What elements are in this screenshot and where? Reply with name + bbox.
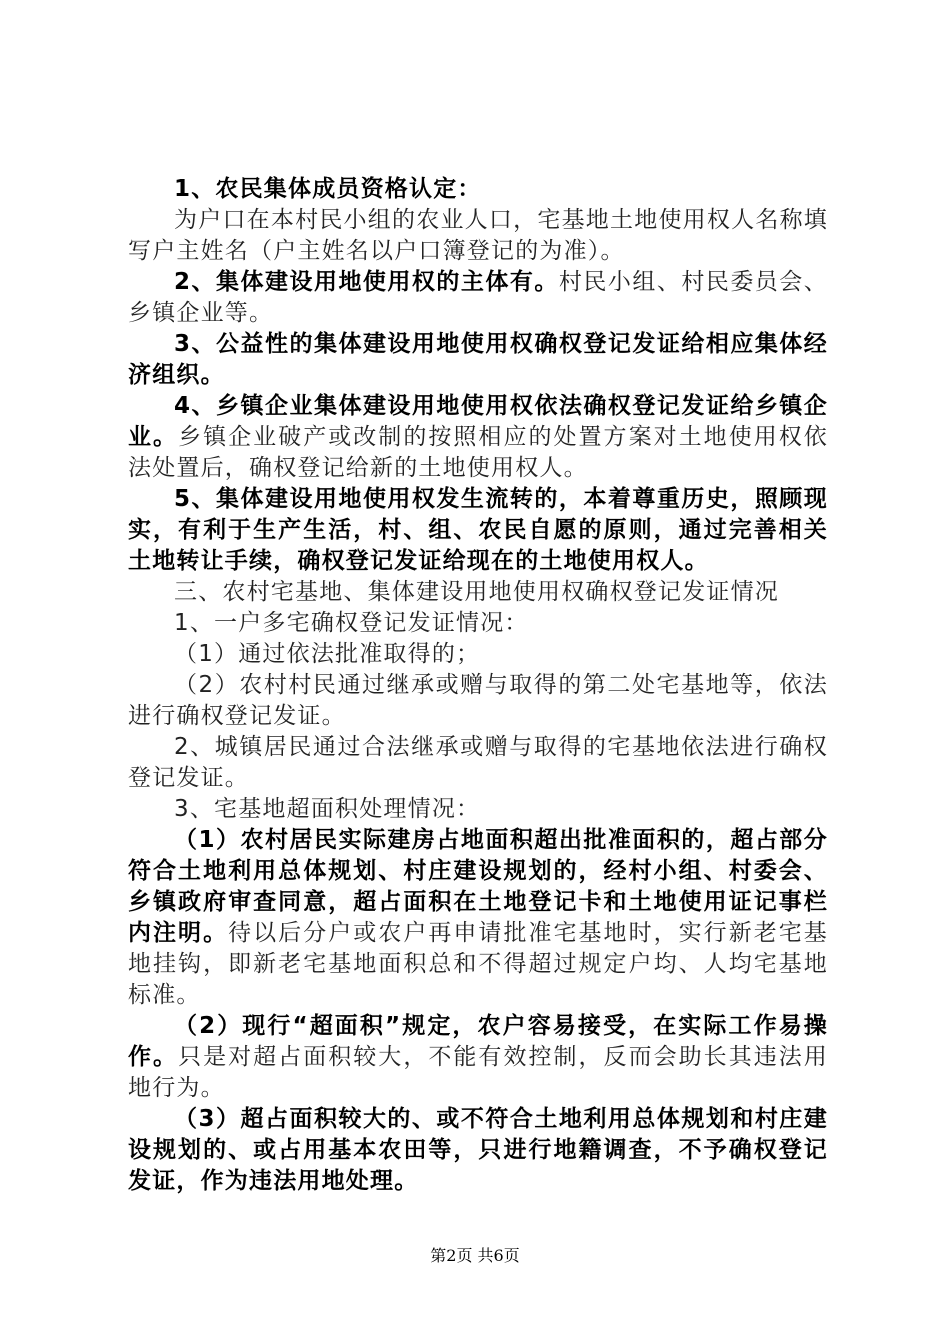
paragraph-8-text: 1、一户多宅确权登记发证情况： xyxy=(174,610,529,636)
paragraph-11 xyxy=(128,732,828,794)
paragraph-5-bold: 4、乡镇企业集体建设用地使用权依法确权登记发证给乡镇企业。 xyxy=(128,393,828,450)
section-heading-3 xyxy=(128,577,828,608)
paragraph-10 xyxy=(128,670,828,732)
paragraph-5-rest: 乡镇企业破产或改制的按照相应的处置方案对土地使用权依法处置后，确权登记给新的土地使用权人。 xyxy=(128,424,828,481)
paragraph-14 xyxy=(128,1011,828,1104)
paragraph-6 xyxy=(128,484,828,577)
paragraph-8 xyxy=(128,608,828,639)
paragraph-14-rest: 只是对超占面积较大，不能有效控制，反而会助长其违法用地行为。 xyxy=(128,1044,828,1101)
paragraph-13 xyxy=(128,825,828,1011)
paragraph-9 xyxy=(128,639,828,670)
paragraph-2-text: 为户口在本村民小组的农业人口，宅基地土地使用权人名称填写户主姓名（户主姓名以户口簿登记的为准）。 xyxy=(128,207,828,264)
paragraph-13-rest: 待以后分户或农户再申请批准宅基地时，实行新老宅基地挂钩，即新老宅基地面积总和不得超过规定户均、人均宅基地标准。 xyxy=(128,920,828,1008)
paragraph-14-bold: （2）现行“超面积”规定，农户容易接受，在实际工作易操作。 xyxy=(128,1013,828,1070)
paragraph-3-rest: 村民小组、村民委员会、乡镇企业等。 xyxy=(128,269,828,326)
paragraph-15 xyxy=(128,1104,828,1197)
paragraph-5 xyxy=(128,391,828,484)
paragraph-13-bold: （1）农村居民实际建房占地面积超出批准面积的，超占部分符合土地利用总体规划、村庄建设规划的，经村小组、村委会、乡镇政府审查同意，超占面积在土地登记卡和土地使用证记事栏内注明。 xyxy=(128,827,828,946)
paragraph-12-text: 3、宅基地超面积处理情况： xyxy=(174,796,481,822)
document-body xyxy=(128,174,828,1197)
paragraph-10-text: （2）农村村民通过继承或赠与取得的第二处宅基地等，依法进行确权登记发证。 xyxy=(128,672,828,729)
paragraph-1 xyxy=(128,174,828,205)
paragraph-4 xyxy=(128,329,828,391)
paragraph-15-bold: （3）超占面积较大的、或不符合土地利用总体规划和村庄建设规划的、或占用基本农田等，只进行地籍调查，不予确权登记发证，作为违法用地处理。 xyxy=(128,1106,828,1194)
paragraph-3-bold: 2、集体建设用地使用权的主体有。 xyxy=(174,269,559,295)
section-heading-text: 三、农村宅基地、集体建设用地使用权确权登记发证情况 xyxy=(174,579,779,605)
paragraph-9-text: （1）通过依法批准取得的； xyxy=(174,641,481,667)
paragraph-11-text: 2、城镇居民通过合法继承或赠与取得的宅基地依法进行确权登记发证。 xyxy=(128,734,828,791)
paragraph-4-bold: 3、公益性的集体建设用地使用权确权登记发证给相应集体经济组织。 xyxy=(128,331,828,388)
page-number-label: 第2页 共6页 xyxy=(430,1246,520,1265)
paragraph-2 xyxy=(128,205,828,267)
paragraph-12 xyxy=(128,794,828,825)
page-footer xyxy=(0,1243,950,1266)
paragraph-3 xyxy=(128,267,828,329)
paragraph-1-text: 1、农民集体成员资格认定： xyxy=(174,176,482,202)
paragraph-6-bold: 5、集体建设用地使用权发生流转的，本着尊重历史，照顾现实，有利于生产生活，村、组、农民自愿的原则，通过完善相关土地转让手续，确权登记发证给现在的土地使用权人。 xyxy=(128,486,828,574)
